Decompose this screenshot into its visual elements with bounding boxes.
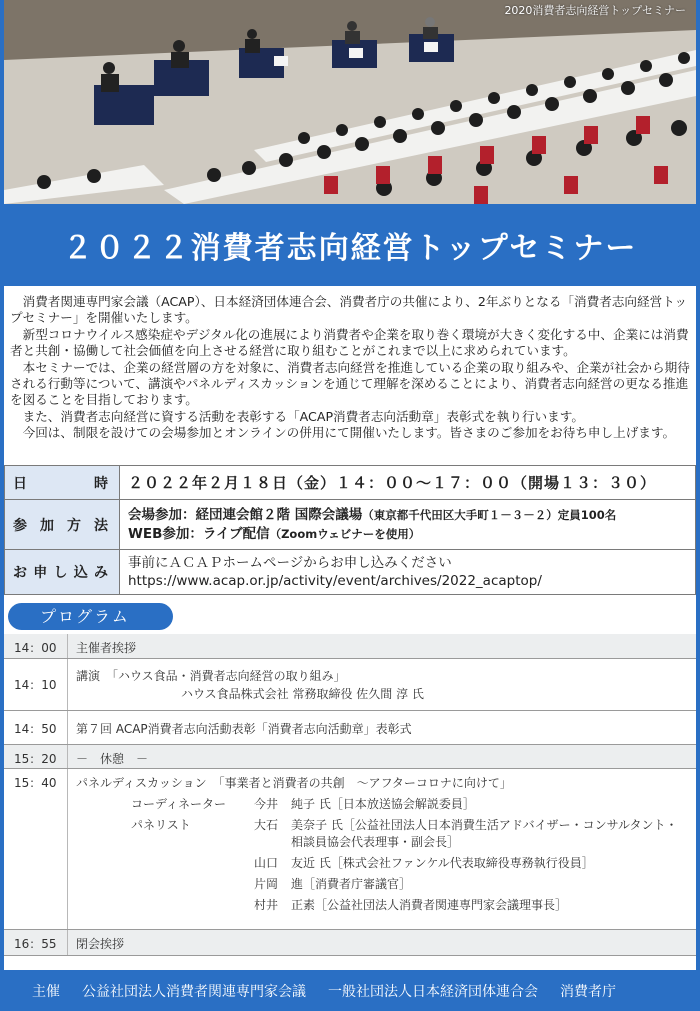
- intro-paragraph: 本セミナーでは、企業の経営層の方を対象に、消費者志向経営を推進している企業の取り組みや、企業が社会から期待される行動等について、講演やパネルディスカッションを通じて理解を深めることにより、消費者志向経営の更なる推進を図ることを目指しております。: [10, 359, 690, 408]
- program-item: [68, 659, 696, 710]
- method-value: [120, 500, 696, 550]
- program-item: － 休憩 －: [76, 752, 149, 766]
- panelist-detail: 進［消費者庁審議官］: [291, 877, 412, 891]
- program-time: 14：50: [4, 711, 68, 744]
- organizers-footer: [0, 970, 700, 1011]
- program-row: [4, 634, 696, 659]
- program-row: [4, 659, 696, 711]
- date-label: 日 時: [5, 466, 120, 500]
- panelist-surname: 村井: [254, 898, 279, 912]
- panelist-role: パネリスト: [131, 818, 191, 832]
- coordinator-surname: 今井: [254, 797, 279, 811]
- method-label: 参加方法: [5, 500, 120, 550]
- lecture-title: 講演 「ハウス食品・消費者志向経営の取り組み」: [76, 669, 346, 683]
- panelist-surname: 片岡: [254, 877, 279, 891]
- apply-url-link[interactable]: https://www.acap.or.jp/activity/event/archives/2022_acaptop/: [128, 573, 542, 589]
- intro-paragraph: 今回は、制限を設けての会場参加とオンラインの併用にて開催いたします。皆さまのご参加をお待ち申し上げます。: [22, 425, 676, 441]
- program-row: [4, 745, 696, 769]
- organizers-label: 主催: [32, 983, 60, 1000]
- panel-roster: [131, 796, 688, 918]
- event-info-table: [4, 465, 696, 595]
- lecture-speaker: ハウス食品株式会社 常務取締役 佐久間 淳 氏: [181, 687, 424, 701]
- apply-value: [120, 550, 696, 595]
- program-item: 閉会挨拶: [76, 937, 125, 951]
- page-title: ２０２２消費者志向経営トップセミナー: [62, 231, 638, 266]
- panelist-surname: 山口: [254, 856, 279, 870]
- apply-text: 事前にＡＣＡＰホームページからお申し込みください: [128, 555, 452, 571]
- date-row: [5, 466, 696, 500]
- web-note: （Zoomウェビナーを使用）: [269, 526, 421, 541]
- seminar-photo: [4, 0, 696, 204]
- program-row: [4, 930, 696, 956]
- intro-paragraph: 消費者関連専門家会議（ACAP）、日本経済団体連合会、消費者庁の共催により、2年ぶりとなる「消費者志向経営トップセミナー」を開催いたします。: [10, 294, 688, 326]
- intro-paragraph: 新型コロナウイルス感染症やデジタル化の進展により消費者や企業を取り巻く環境が大きく変化する中、企業には消費者と共創・協働して社会価値を向上させる経営に取り組むことがこれまで以上に求められています。: [10, 326, 689, 359]
- panelist-detail: 正素［公益社団法人消費者関連専門家会議理事長］: [291, 898, 568, 912]
- intro-text: [10, 294, 690, 442]
- program-time: 16：55: [4, 930, 68, 955]
- program-heading: プログラム: [8, 603, 173, 630]
- program-time: 15：20: [4, 745, 68, 768]
- title-band: [4, 204, 696, 286]
- program-row: [4, 711, 696, 745]
- program-row: [4, 769, 696, 930]
- venue-address: （東京都千代田区大手町１－３－２）定員100名: [362, 507, 617, 522]
- organizer: 一般社団法人日本経済団体連合会: [328, 983, 538, 1000]
- panelist-detail: 美奈子 氏［公益社団法人日本消費生活アドバイザー・コンサルタント・相談員協会代表理事・副会長］: [291, 818, 678, 849]
- program-list: [4, 634, 696, 956]
- organizer: 消費者庁: [560, 983, 616, 1000]
- apply-row: [5, 550, 696, 595]
- program-time: 14：00: [4, 634, 68, 658]
- venue-main: 会場参加：経団連会館２階 国際会議場: [128, 506, 363, 523]
- date-value: ２０２２年２月１８日（金）１４：００～１７：００（開場１３：３０）: [120, 466, 696, 500]
- coordinator-detail: 純子 氏［日本放送協会解説委員］: [291, 797, 475, 811]
- organizer: 公益社団法人消費者関連専門家会議: [82, 983, 306, 1000]
- panel-title: パネルディスカッション 「事業者と消費者の共創 ～アフターコロナに向けて」: [76, 776, 512, 790]
- coordinator-role: コーディネーター: [131, 797, 227, 811]
- web-main: WEB参加：ライブ配信: [128, 525, 270, 542]
- program-item: 主催者挨拶: [76, 641, 137, 655]
- apply-label: お申し込み: [5, 550, 120, 595]
- program-item: [68, 769, 696, 929]
- method-row: [5, 500, 696, 550]
- program-time: 15：40: [4, 769, 68, 929]
- photo-caption: 2020消費者志向経営トップセミナー: [504, 4, 686, 17]
- panelist-surname: 大石: [254, 818, 279, 832]
- intro-paragraph: また、消費者志向経営に資する活動を表彰する「ACAP消費者志向活動章」表彰式を執り行います。: [22, 408, 584, 424]
- program-item: 第７回 ACAP消費者志向活動表彰「消費者志向活動章」表彰式: [76, 722, 412, 736]
- panelist-detail: 友近 氏［株式会社ファンケル代表取締役専務執行役員］: [291, 856, 594, 870]
- program-time: 14：10: [4, 659, 68, 710]
